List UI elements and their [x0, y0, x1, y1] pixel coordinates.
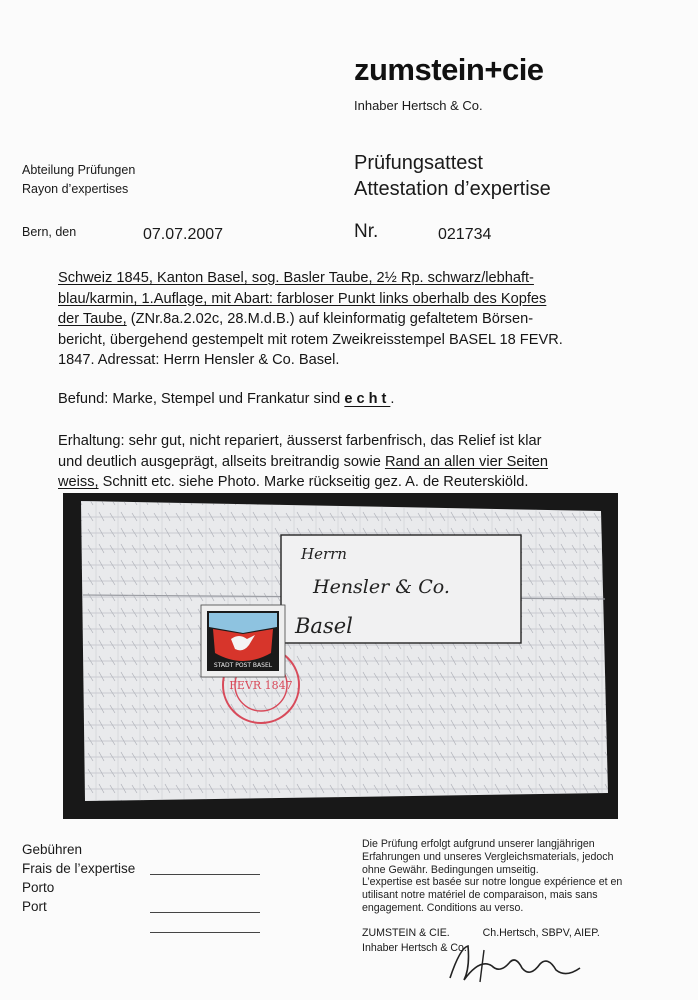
- finding-suffix: .: [390, 391, 395, 407]
- finding-prefix: Befund: Marke, Stempel und Frankatur sind: [58, 391, 345, 407]
- condition-description: [58, 431, 658, 493]
- company-owner: Inhaber Hertsch & Co.: [354, 98, 483, 113]
- condition-line-1: Erhaltung: sehr gut, nicht repariert, äusserst farbenfrisch, das Relief ist klar: [58, 433, 542, 449]
- description-line-3-rest: (ZNr.8a.2.02c, 28.M.d.B.) auf kleinformatig gefaltetem Börsen-: [126, 311, 534, 327]
- condition-line-3: [58, 472, 658, 493]
- fees-de: Gebühren: [22, 842, 83, 857]
- condition-line-2-underlined: Rand an allen vier Seiten: [384, 453, 549, 470]
- fee-line-2: [150, 912, 260, 913]
- address-line-1: Herrn: [301, 545, 347, 563]
- address-line-2: Hensler & Co.: [313, 576, 450, 598]
- finding-line: [58, 389, 658, 410]
- address-line-3: Basel: [295, 614, 353, 638]
- cover-photo-image: [63, 493, 618, 819]
- description-line-2: blau/karmin, 1.Auflage, mit Abart: farbloser Punkt links oberhalb des Kopfes: [58, 290, 547, 307]
- condition-line-3-rest: Schnitt etc. siehe Photo. Marke rückseitig gez. A. de Reuterskiöld.: [98, 474, 529, 490]
- condition-line-2: [58, 452, 658, 473]
- disclaimer-line-4: L’expertise est basée sur notre longue expérience et en: [362, 876, 623, 889]
- disclaimer: [362, 838, 682, 915]
- disclaimer-line-2: Erfahrungen und unseres Vergleichsmaterials, jedoch: [362, 850, 614, 863]
- description-line-3: [58, 309, 658, 330]
- postage-de: Porto: [22, 880, 55, 895]
- fees-labels: [22, 840, 135, 916]
- fee-line-1: [150, 874, 260, 875]
- handwritten-signature: [440, 938, 600, 988]
- signature-signer: Ch.Hertsch, SBPV, AIEP.: [482, 927, 600, 939]
- signature-owner: Inhaber Hertsch & Co.: [362, 942, 467, 954]
- description-line-3-underlined: der Taube,: [58, 311, 127, 327]
- issue-date: 07.07.2007: [143, 226, 224, 243]
- place-label: Bern, den: [22, 225, 77, 239]
- disclaimer-line-6: engagement. Conditions au verso.: [362, 901, 524, 914]
- certificate-title-fr: Attestation d’expertise: [354, 178, 551, 200]
- disclaimer-line-1: Die Prüfung erfolgt aufgrund unserer langjährigen: [362, 838, 595, 850]
- company-logo: zumstein+cie: [354, 52, 544, 87]
- description-line-1: Schweiz 1845, Kanton Basel, sog. Basler Taube, 2½ Rp. schwarz/lebhaft-: [58, 270, 534, 286]
- certificate-title-de: Prüfungsattest: [354, 152, 483, 174]
- postage-fr: Port: [22, 899, 47, 914]
- fees-fr: Frais de l’expertise: [22, 861, 136, 876]
- basler-taube-stamp: [201, 605, 285, 677]
- condition-line-3-underlined: weiss,: [58, 474, 99, 490]
- certificate-number: 021734: [438, 226, 492, 243]
- cover-photo: [63, 493, 618, 819]
- fee-line-3: [150, 932, 260, 933]
- number-label: Nr.: [354, 221, 379, 242]
- signature-company-name: ZUMSTEIN & CIE.: [362, 927, 450, 939]
- description-line-4: bericht, übergehend gestempelt mit rotem Zweikreisstempel BASEL 18 FEVR.: [58, 331, 563, 348]
- item-description: [58, 268, 658, 371]
- postmark-text: FEVR 1847: [229, 679, 293, 692]
- certificate-title: [354, 150, 551, 202]
- disclaimer-line-5: utilisant notre matériel de comparaison, mais sans: [362, 889, 598, 902]
- stamp-text: STADT POST BASEL: [213, 662, 273, 669]
- department-label: [22, 161, 135, 199]
- department-fr: Rayon d’expertises: [22, 182, 129, 196]
- disclaimer-line-3: ohne Gewähr. Bedingungen umseitig.: [362, 863, 539, 876]
- description-line-5: 1847. Adressat: Herrn Hensler & Co. Basel.: [58, 352, 340, 368]
- condition-line-2-start: und deutlich ausgeprägt, allseits breitrandig sowie: [58, 453, 385, 470]
- department-de: Abteilung Prüfungen: [22, 163, 136, 177]
- finding-verdict: echt: [344, 391, 391, 407]
